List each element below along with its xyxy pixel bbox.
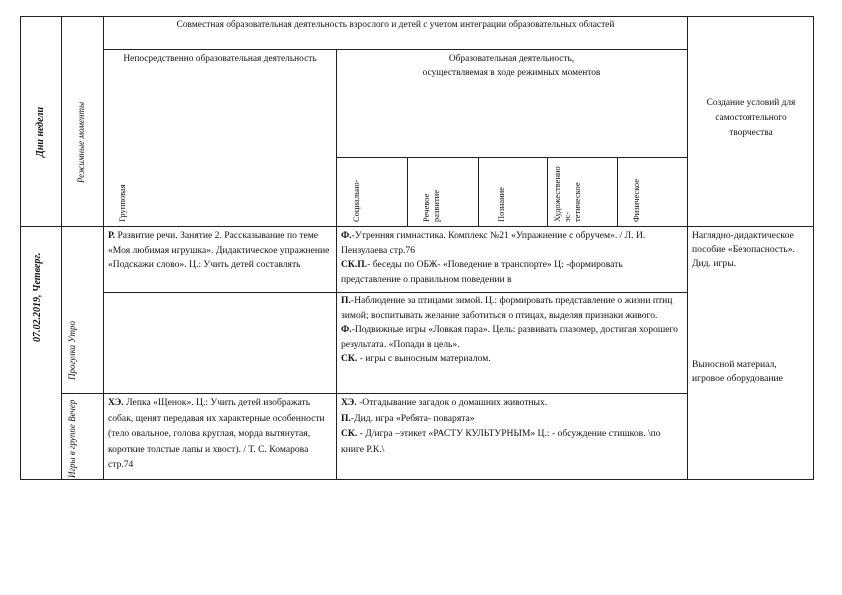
paragraph-prefix: Ф. bbox=[341, 230, 352, 241]
evening-direct-activity bbox=[108, 395, 332, 478]
paragraph-prefix: ХЭ. bbox=[341, 397, 357, 408]
grid-line bbox=[813, 16, 814, 480]
paragraph-prefix: СК. bbox=[341, 428, 358, 440]
paragraph-text: -Отгадывание загадок о домашних животных. bbox=[356, 397, 548, 408]
subheader-group: Групповая bbox=[117, 184, 127, 222]
grid-line bbox=[478, 157, 479, 227]
morning-regime-paragraph bbox=[341, 258, 683, 287]
days-of-week-header: Дни недели bbox=[35, 106, 46, 157]
evening-regime-paragraph bbox=[341, 395, 683, 411]
paragraph-prefix: СК.П. bbox=[341, 259, 368, 271]
conditions-header: Создание условий для самостоятельного творчества bbox=[706, 98, 796, 138]
subheader-art-line1: Художественно bbox=[552, 166, 562, 222]
conditions-bottom: Выносной материал, игровое оборудование bbox=[692, 359, 783, 384]
subheader-cognition: Познание bbox=[496, 187, 506, 222]
grid-line bbox=[20, 479, 813, 480]
regime-activity-header-line2: осуществляемая в ходе режимных моментов bbox=[422, 68, 601, 78]
regime-activity-header-line1: Образовательная деятельность, bbox=[448, 54, 575, 64]
subheader-social: Социально- bbox=[351, 179, 361, 222]
subheader-speech-line1: Речевое bbox=[421, 193, 431, 222]
morning-direct-activity bbox=[108, 229, 332, 291]
subheader-speech bbox=[421, 190, 441, 222]
paragraph-prefix: Р. bbox=[108, 230, 116, 241]
paragraph-text: -Наблюдение за птицами зимой. Ц.: формировать представление о жизни птиц зимой; воспитывать желание заботиться о птицах, выделяя признаки живого. bbox=[341, 295, 673, 321]
row-label-morning-walk: Прогулка bbox=[67, 344, 77, 380]
subheader-physical: Физическое bbox=[631, 178, 641, 222]
paragraph-text: Развитие речи. Занятие 2. Рассказывание по теме «Моя любимая игрушка». Дидактическое упражнение «Подскажи слово». Ц.: Учить детей составлять bbox=[108, 230, 330, 271]
grid-line bbox=[61, 393, 687, 394]
evening-regime-paragraph bbox=[341, 411, 683, 427]
direct-activity-header: Непосредственно образовательная деятельность bbox=[123, 54, 317, 64]
paragraph-text: Лепка «Щенок». Ц.: Учить детей изображать собак, щенят передавая их характерные особенности (тело овальное, голова круглая, морда вытянутая, короткие толстые лапы и хвост). / Т. С. Комарова стр.74 bbox=[108, 397, 325, 471]
subheader-speech-line2: развитие bbox=[431, 190, 441, 222]
grid-line bbox=[687, 16, 688, 480]
paragraph-text: -Дид. игра «Ребята- поварята» bbox=[350, 412, 475, 424]
paragraph-text: -Утренняя гимнастика. Комплекс №21 «Упражнение с обручем». / Л. И. Пензулаева стр.76 bbox=[341, 230, 646, 256]
subheader-art-line2: эс- bbox=[562, 211, 572, 222]
morning-regime-paragraph bbox=[341, 229, 683, 258]
walk-regime-paragraph bbox=[341, 294, 683, 323]
grid-line bbox=[20, 16, 813, 17]
paragraph-text: - беседы по ОБЖ- «Поведение в транспорте» Ц: -формировать представление о правильном поведении в bbox=[341, 259, 623, 285]
evening-direct-paragraph bbox=[108, 395, 332, 473]
grid-line bbox=[20, 16, 21, 480]
row-label-morning bbox=[67, 321, 77, 380]
walk-regime-paragraph bbox=[341, 323, 683, 352]
regime-activity-header bbox=[340, 52, 683, 80]
grid-line bbox=[407, 157, 408, 227]
grid-line bbox=[103, 49, 687, 50]
paragraph-text: - Д/игра –этикет «РАСТУ КУЛЬТУРНЫМ» Ц.: - обсуждение стишков. \по книге Р.К.\ bbox=[341, 428, 661, 455]
walk-regime-activity bbox=[341, 294, 683, 390]
paragraph-prefix: СК. bbox=[341, 353, 358, 365]
row-label-evening bbox=[67, 400, 77, 478]
date-label: 07.02.2019, Четверг. bbox=[32, 252, 43, 342]
grid-line bbox=[103, 16, 104, 480]
regime-moments-header: Режимные моменты bbox=[76, 101, 86, 183]
morning-direct-paragraph bbox=[108, 229, 332, 273]
walk-regime-paragraph bbox=[341, 352, 683, 367]
paragraph-prefix: ХЭ. bbox=[108, 397, 124, 408]
paragraph-prefix: П. bbox=[341, 412, 351, 424]
paragraph-text: -Подвижные игры «Ловкая пара». Цель: развивать глазомер, достигая хорошего результата. «Попади в цель». bbox=[341, 324, 678, 350]
conditions-top: Наглядно-дидактическое пособие «Безопасность». Дид. игры. bbox=[692, 230, 795, 269]
paragraph-text: - игры с выносным материалом. bbox=[357, 353, 491, 365]
morning-regime-activity bbox=[341, 229, 683, 291]
subheader-art-line3: тетическое bbox=[572, 182, 582, 222]
row-label-morning-morning: Утро bbox=[67, 321, 77, 343]
grid-line bbox=[103, 292, 687, 293]
joint-activity-header: Совместная образовательная деятельность взрослого и детей с учетом интеграции образовательных областей bbox=[176, 20, 615, 30]
row-label-evening-games: Игры в группе bbox=[67, 424, 77, 478]
paragraph-prefix: П. bbox=[341, 295, 351, 306]
grid-line bbox=[547, 157, 548, 227]
grid-line bbox=[617, 157, 618, 227]
evening-regime-paragraph bbox=[341, 426, 683, 457]
grid-line bbox=[61, 16, 62, 480]
grid-line bbox=[336, 49, 337, 480]
row-label-evening-evening: Вечер bbox=[67, 399, 77, 422]
evening-regime-activity bbox=[341, 395, 683, 478]
paragraph-prefix: Ф. bbox=[341, 324, 352, 336]
subheader-art bbox=[552, 166, 582, 222]
grid-line bbox=[20, 226, 813, 227]
grid-line bbox=[336, 157, 687, 158]
